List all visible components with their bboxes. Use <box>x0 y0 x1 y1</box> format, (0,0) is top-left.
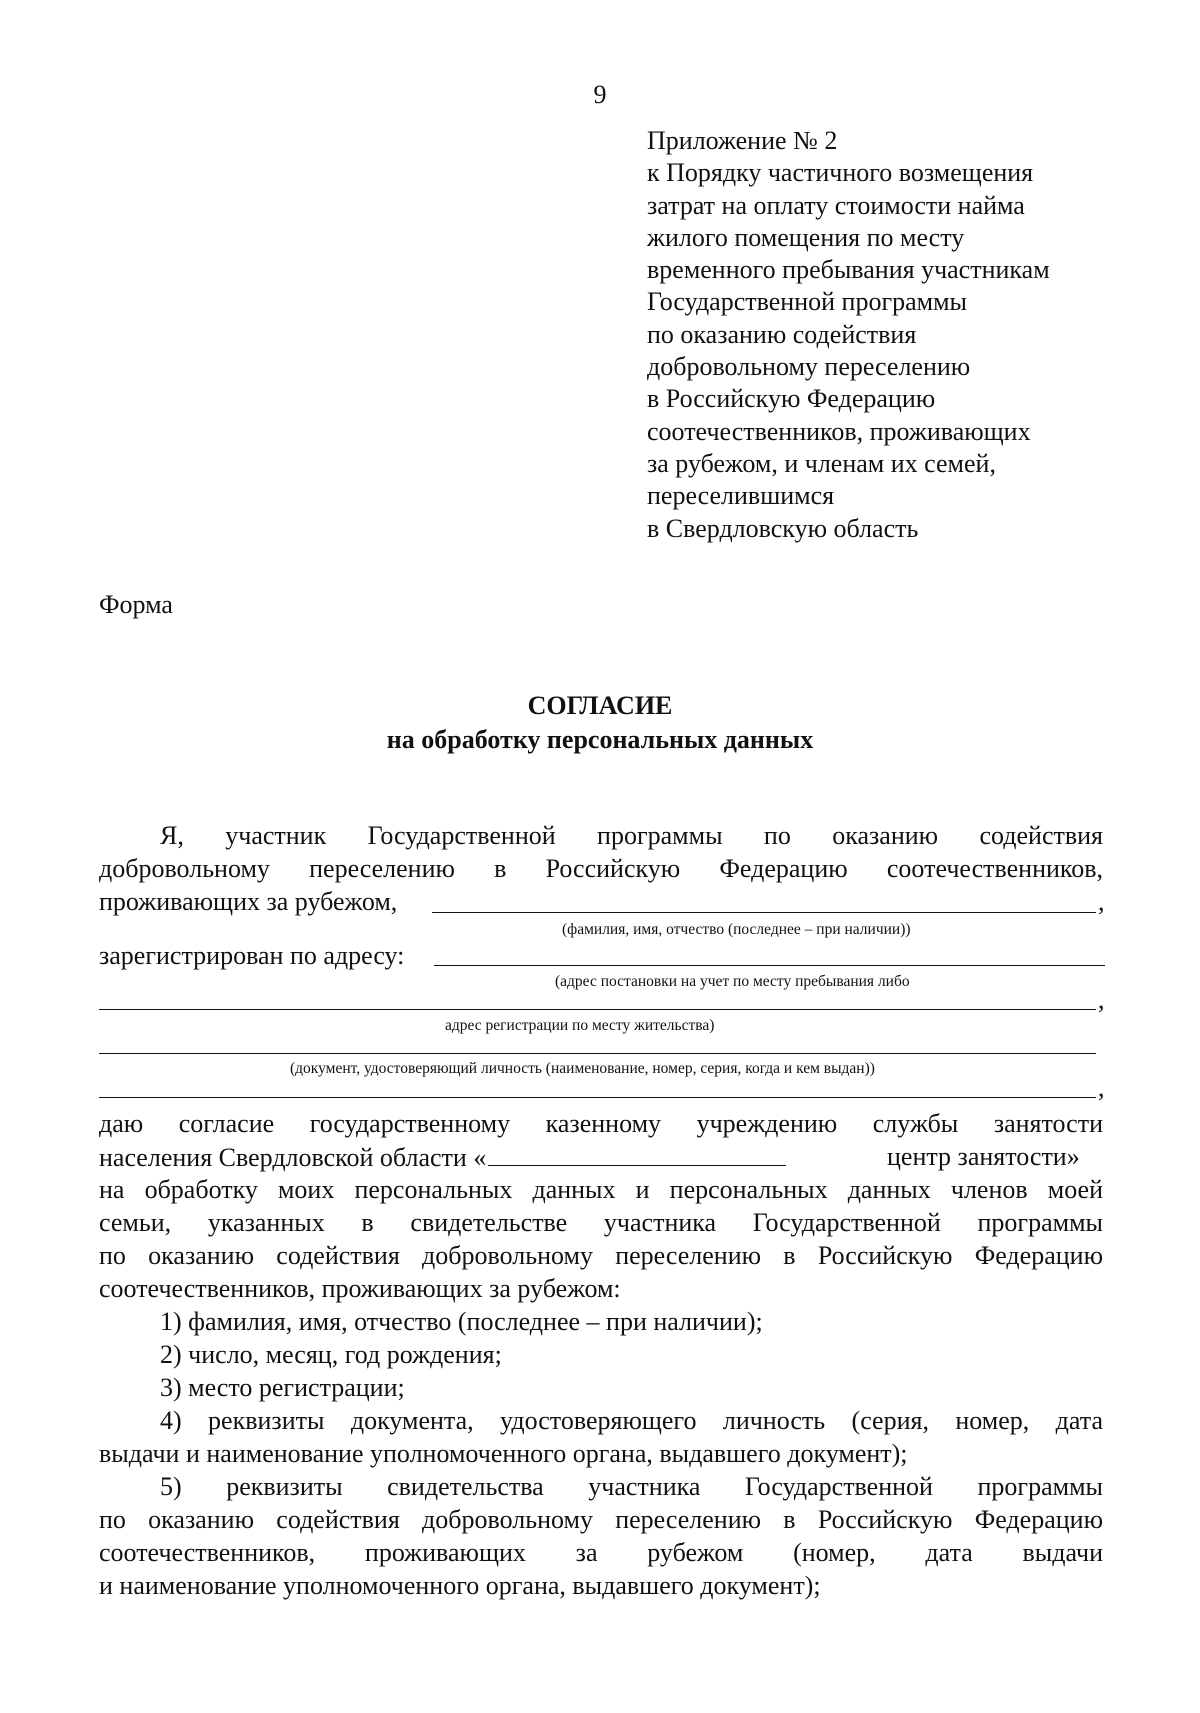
appendix-line: жилого помещения по месту <box>647 222 965 252</box>
appendix-line: Приложение № 2 <box>647 126 838 155</box>
appendix-line: временного пребывания участникам <box>647 255 1050 285</box>
document-field-line-1[interactable] <box>99 1053 1096 1054</box>
document-caption: (документ, удостоверяющий личность (наименование, номер, серия, когда и кем выдан)) <box>290 1060 875 1077</box>
document-title: СОГЛАСИЕ <box>527 691 673 720</box>
list-item: 1) фамилия, имя, отчество (последнее – при наличии); <box>160 1307 763 1336</box>
list-item: 4) реквизиты документа, удостоверяющего личность (серия, номер, дата <box>160 1406 1103 1435</box>
consent-line-2 <box>99 1141 788 1174</box>
appendix-line: к Порядку частичного возмещения <box>647 158 1034 188</box>
fio-field-line[interactable] <box>432 912 1096 913</box>
list-item: 2) число, месяц, год рождения; <box>160 1340 502 1369</box>
comma: , <box>1098 985 1105 1014</box>
appendix-line: затрат на оплату стоимости найма <box>647 190 1025 220</box>
consent-line-5: по оказанию содействия добровольному переселению в Российскую Федерацию <box>99 1241 1103 1270</box>
registered-label: зарегистрирован по адресу: <box>99 941 405 970</box>
intro-line-1: Я, участник Государственной программы по оказанию содействия <box>160 821 1103 850</box>
appendix-line: Государственной программы <box>647 287 968 317</box>
appendix-line: по оказанию содействия <box>647 319 917 349</box>
list-item: 3) место регистрации; <box>160 1373 405 1402</box>
list-item-continuation: выдачи и наименование уполномоченного органа, выдавшего документ); <box>99 1439 908 1468</box>
consent-line-6: соотечественников, проживающих за рубежом: <box>99 1274 621 1303</box>
appendix-line: в Российскую Федерацию <box>647 384 936 414</box>
form-label: Форма <box>99 590 173 619</box>
consent-line-2-start: населения Свердловской области « <box>99 1143 487 1172</box>
list-item-continuation: по оказанию содействия добровольному переселению в Российскую Федерацию <box>99 1505 1103 1534</box>
consent-line-1: даю согласие государственному казенному учреждению службы занятости <box>99 1109 1103 1138</box>
comma: , <box>1098 887 1105 916</box>
list-item-continuation: и наименование уполномоченного органа, выдавшего документ); <box>99 1571 821 1600</box>
list-item-continuation: соотечественников, проживающих за рубежом (номер, дата выдачи <box>99 1538 1103 1567</box>
document-field-line-2[interactable] <box>99 1097 1096 1098</box>
appendix-line: соотечественников, проживающих <box>647 416 1031 446</box>
employment-center-field[interactable] <box>488 1141 786 1166</box>
appendix-line: переселившимся <box>647 481 835 511</box>
comma: , <box>1098 1073 1105 1102</box>
document-subtitle: на обработку персональных данных <box>386 725 814 754</box>
consent-line-3: на обработку моих персональных данных и персональных данных членов моей <box>99 1175 1103 1204</box>
address-caption-1: (адрес постановки на учет по месту пребывания либо <box>555 973 910 990</box>
appendix-header <box>647 125 1127 545</box>
address-caption-2: адрес регистрации по месту жительства) <box>445 1017 715 1034</box>
intro-line-3: проживающих за рубежом, <box>99 887 398 916</box>
address-field-line-1[interactable] <box>434 965 1105 966</box>
appendix-line: за рубежом, и членам их семей, <box>647 448 996 478</box>
appendix-line: добровольному переселению <box>647 352 971 382</box>
consent-line-2-end: центр занятости» <box>887 1142 1080 1171</box>
consent-line-4: семьи, указанных в свидетельстве участника Государственной программы <box>99 1208 1103 1237</box>
intro-line-2: добровольному переселению в Российскую Федерацию соотечественников, <box>99 854 1103 883</box>
fio-caption: (фамилия, имя, отчество (последнее – при наличии)) <box>562 921 911 938</box>
appendix-line: в Свердловскую область <box>647 513 919 543</box>
list-item: 5) реквизиты свидетельства участника Государственной программы <box>160 1472 1103 1501</box>
address-field-line-2[interactable] <box>99 1009 1096 1010</box>
page-number: 9 <box>593 80 607 109</box>
